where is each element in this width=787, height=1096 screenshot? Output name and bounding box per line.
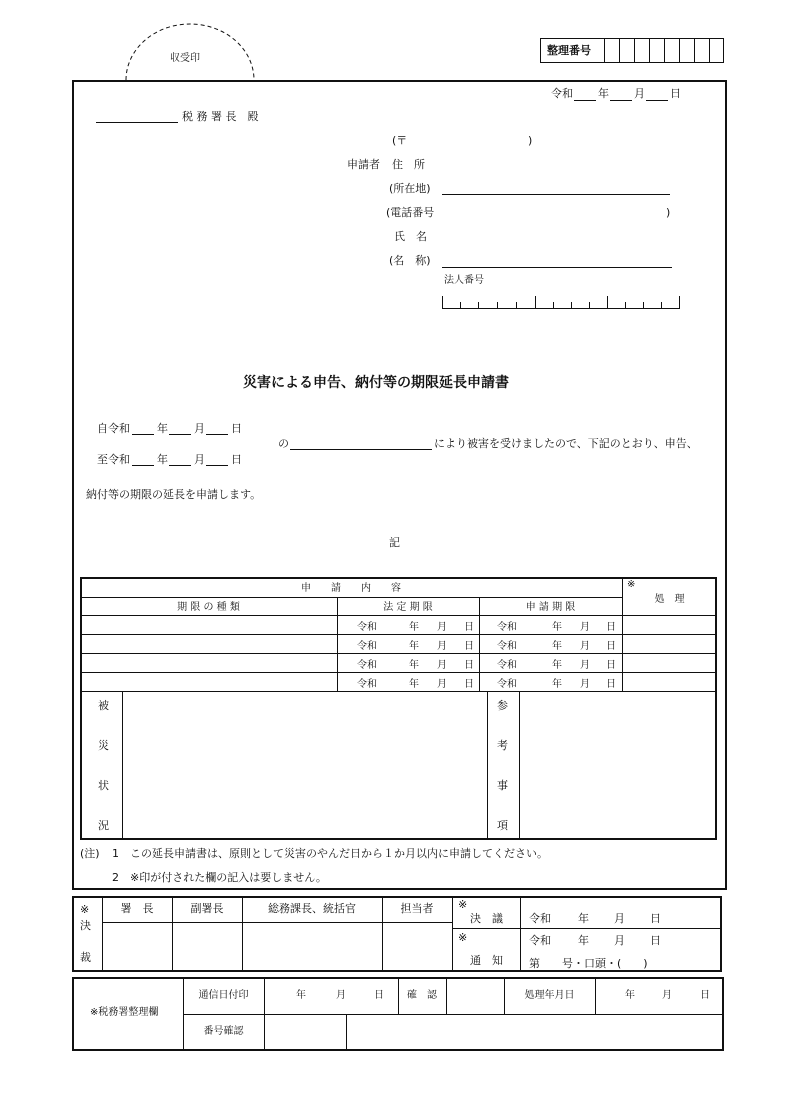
receipt-seal-label: 収受印 bbox=[170, 53, 200, 64]
reference-field[interactable] bbox=[520, 692, 716, 839]
receipt-seal bbox=[120, 22, 260, 82]
disaster-name-field[interactable] bbox=[290, 449, 432, 450]
address-field[interactable] bbox=[442, 194, 670, 195]
ki: 記 bbox=[389, 536, 400, 549]
form-title: 災害による申告、納付等の期限延長申請書 bbox=[243, 375, 509, 391]
addressee: 税 務 署 長 殿 bbox=[182, 110, 259, 123]
applicant-label: 申請者 bbox=[347, 158, 380, 171]
date-era: 令和 bbox=[551, 87, 573, 100]
tax-office-field[interactable] bbox=[96, 122, 178, 123]
name-field[interactable] bbox=[442, 267, 672, 268]
damage-field[interactable] bbox=[123, 692, 487, 839]
ref-no-label: 整理番号 bbox=[547, 44, 591, 57]
